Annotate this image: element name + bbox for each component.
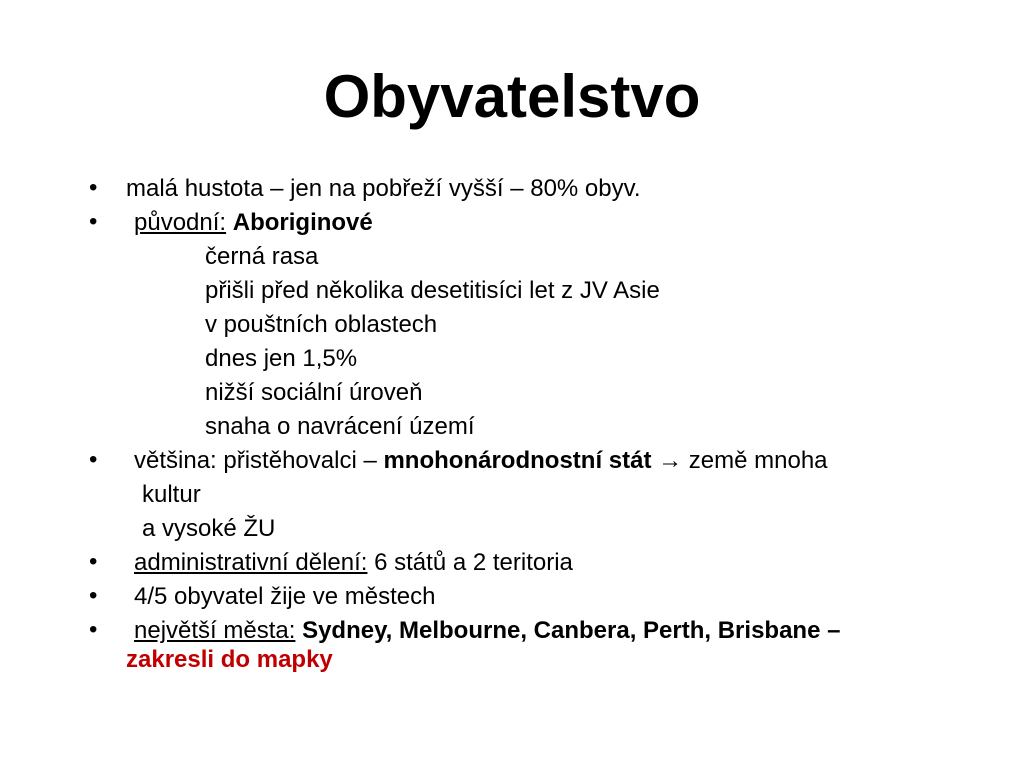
aborigines-sub-item: nižší sociální úroveň: [205, 379, 423, 406]
aborigines-bold: Aboriginové: [232, 209, 373, 236]
bullet-majority: [134, 446, 828, 476]
aborigines-label: původní:: [134, 209, 227, 236]
aborigines-sub-item: v pouštních oblastech: [205, 311, 438, 338]
aborigines-sub-item: černá rasa: [205, 243, 319, 270]
majority-suffix: → země mnoha: [651, 447, 828, 474]
bullet-density: [126, 174, 641, 204]
majority-bold: mnohonárodnostní stát: [383, 447, 652, 474]
bullet-urban: [134, 582, 436, 612]
bullet-marker: •: [89, 174, 98, 201]
cities-instruction: zakresli do mapky: [126, 646, 333, 673]
bullet-aborigines: [134, 208, 373, 238]
bullet-marker: •: [89, 548, 98, 575]
aborigines-sub-item: přišli před několika desetitisíci let z JV Asie: [205, 277, 660, 304]
majority-prefix: většina: přistěhovalci –: [134, 447, 384, 474]
urban-text: 4/5 obyvatel žije ve městech: [134, 583, 436, 610]
aborigines-sub-item: snaha o navrácení území: [205, 413, 475, 440]
administrative-text: 6 států a 2 teritoria: [367, 549, 573, 576]
cities-label: největší města:: [134, 617, 296, 644]
bullet-marker: •: [89, 582, 98, 609]
cities-continuation: [126, 645, 333, 675]
administrative-label: administrativní dělení:: [134, 549, 368, 576]
bullet-marker: •: [89, 446, 98, 473]
bullet-marker: •: [89, 208, 98, 235]
majority-continuation: a vysoké ŽU: [142, 515, 276, 542]
bullet-cities: [134, 616, 840, 646]
majority-continuation: kultur: [142, 481, 201, 508]
slide-title: Obyvatelstvo: [323, 63, 701, 130]
bullet-density-text: malá hustota – jen na pobřeží vyšší – 80% obyv.: [126, 175, 641, 202]
bullet-marker: •: [89, 616, 98, 643]
cities-list: Sydney, Melbourne, Canbera, Perth, Brisbane –: [295, 617, 841, 644]
bullet-administrative: [134, 548, 573, 578]
aborigines-sub-item: dnes jen 1,5%: [205, 345, 358, 372]
